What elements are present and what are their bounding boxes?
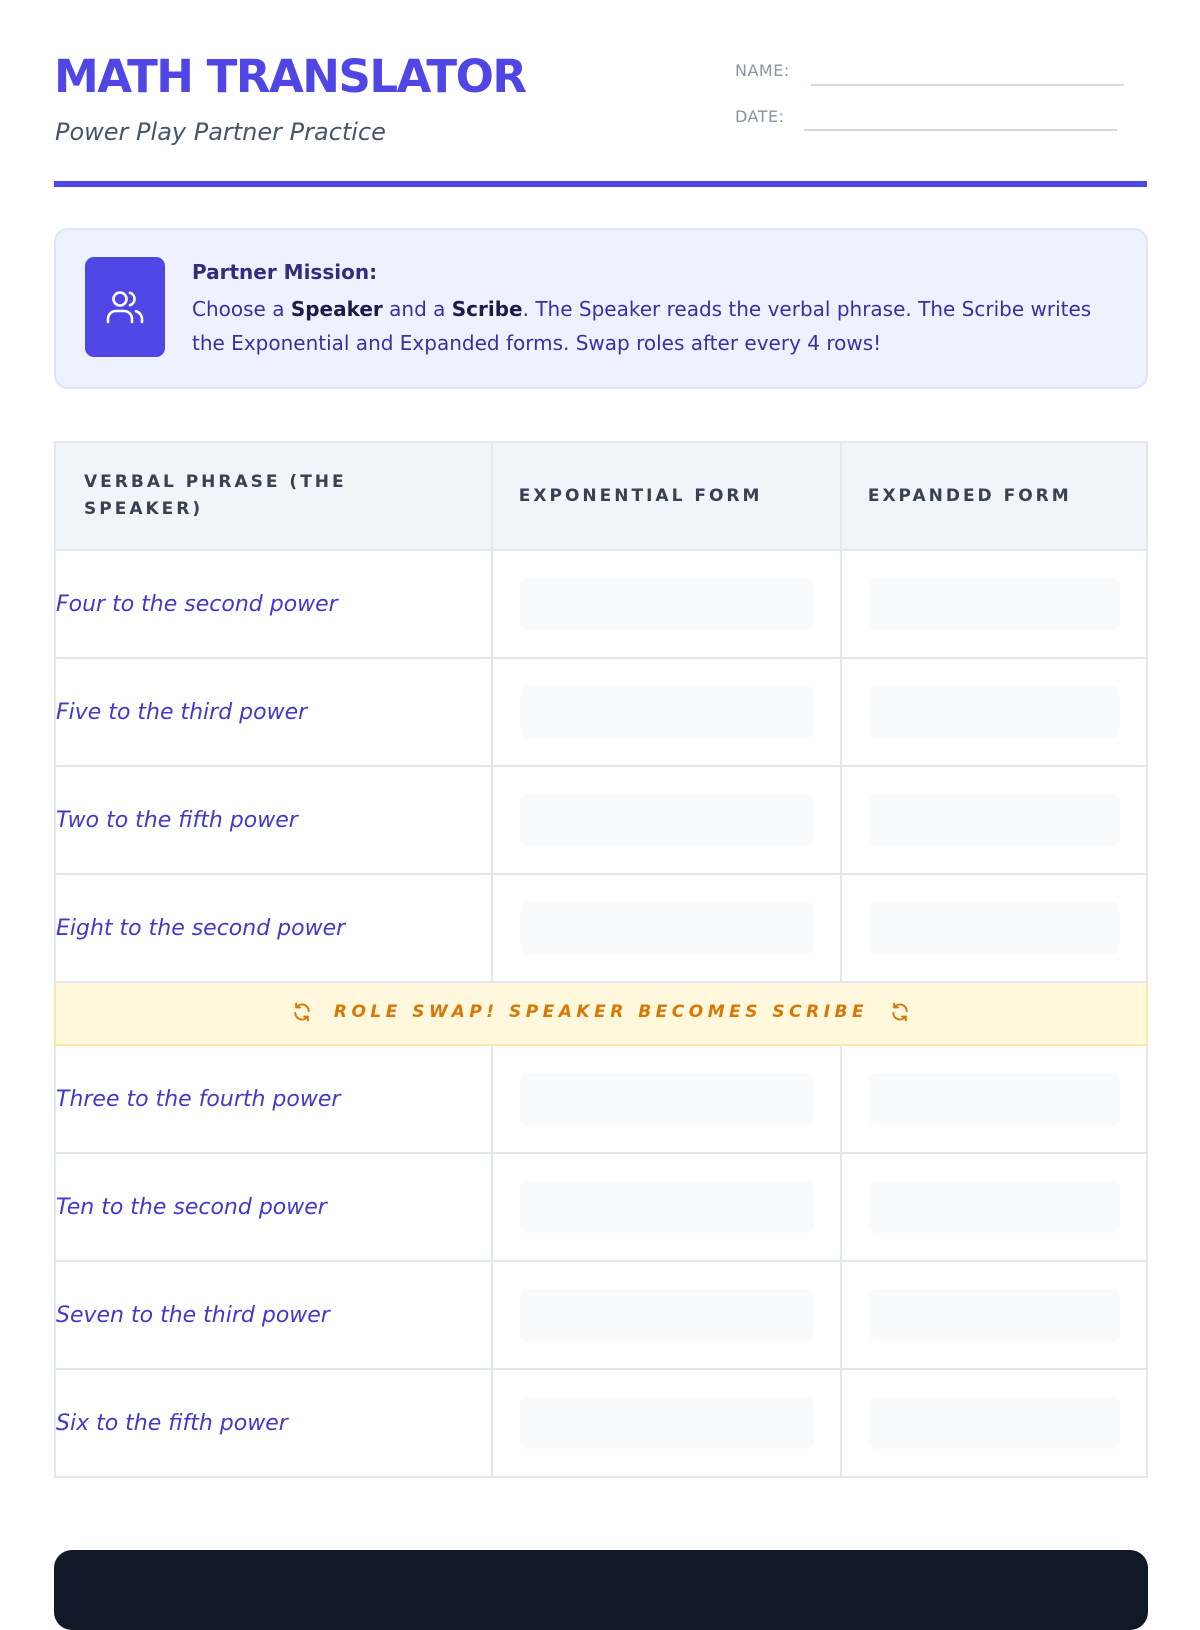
exponential-answer-box[interactable]	[520, 794, 814, 846]
expanded-answer-box[interactable]	[869, 1397, 1120, 1449]
mission-title: Partner Mission:	[192, 260, 378, 284]
role-swap-banner	[55, 982, 1147, 1045]
header-expanded-form: EXPANDED FORM	[841, 442, 1147, 550]
verbal-phrase: Ten to the second power	[55, 1153, 492, 1261]
page-title: MATH TRANSLATOR	[54, 50, 526, 103]
exponential-answer-box[interactable]	[520, 1073, 814, 1125]
verbal-phrase: Three to the fourth power	[55, 1045, 492, 1153]
expanded-answer-box[interactable]	[869, 578, 1120, 630]
translation-table	[54, 441, 1148, 1478]
table-header-row	[55, 442, 1147, 550]
exponential-answer-box[interactable]	[520, 578, 814, 630]
table-row	[55, 766, 1147, 874]
users-icon	[85, 257, 165, 357]
table-row	[55, 874, 1147, 982]
verbal-phrase: Four to the second power	[55, 550, 492, 658]
expanded-answer-box[interactable]	[869, 686, 1120, 738]
partner-mission-box	[54, 228, 1148, 389]
refresh-icon	[890, 1002, 910, 1022]
verbal-phrase: Two to the fifth power	[55, 766, 492, 874]
exponential-answer-box[interactable]	[520, 1289, 814, 1341]
table-row	[55, 550, 1147, 658]
refresh-icon	[292, 1002, 312, 1022]
name-label: NAME:	[735, 61, 790, 80]
speaker-role: Speaker	[290, 297, 383, 321]
table-row	[55, 1153, 1147, 1261]
table-row	[55, 658, 1147, 766]
expanded-answer-box[interactable]	[869, 902, 1120, 954]
expanded-answer-box[interactable]	[869, 1073, 1120, 1125]
expanded-answer-box[interactable]	[869, 1181, 1120, 1233]
mission-text: Choose a Speaker and a Scribe. The Speaker reads the verbal phrase. The Scribe writes the Exponential and Expanded forms. Swap roles after every 4 rows!	[192, 297, 1092, 355]
footer-panel	[54, 1550, 1148, 1630]
exponential-answer-box[interactable]	[520, 902, 814, 954]
header-verbal-phrase: VERBAL PHRASE (THE SPEAKER)	[55, 442, 492, 550]
verbal-phrase: Eight to the second power	[55, 874, 492, 982]
name-field[interactable]	[811, 84, 1124, 86]
table-row	[55, 1261, 1147, 1369]
date-label: DATE:	[735, 107, 785, 126]
verbal-phrase: Seven to the third power	[55, 1261, 492, 1369]
table-row	[55, 1369, 1147, 1477]
date-field[interactable]	[804, 129, 1117, 131]
header-exponential-form: EXPONENTIAL FORM	[492, 442, 841, 550]
role-swap-row	[55, 982, 1147, 1045]
page-subtitle: Power Play Partner Practice	[55, 118, 386, 146]
verbal-phrase: Five to the third power	[55, 658, 492, 766]
exponential-answer-box[interactable]	[520, 1181, 814, 1233]
exponential-answer-box[interactable]	[520, 686, 814, 738]
table-row	[55, 1045, 1147, 1153]
scribe-role: Scribe	[451, 297, 523, 321]
role-swap-label: ROLE SWAP! SPEAKER BECOMES SCRIBE	[333, 1001, 869, 1022]
verbal-phrase: Six to the fifth power	[55, 1369, 492, 1477]
expanded-answer-box[interactable]	[869, 794, 1120, 846]
header-divider	[54, 181, 1147, 187]
exponential-answer-box[interactable]	[520, 1397, 814, 1449]
expanded-answer-box[interactable]	[869, 1289, 1120, 1341]
